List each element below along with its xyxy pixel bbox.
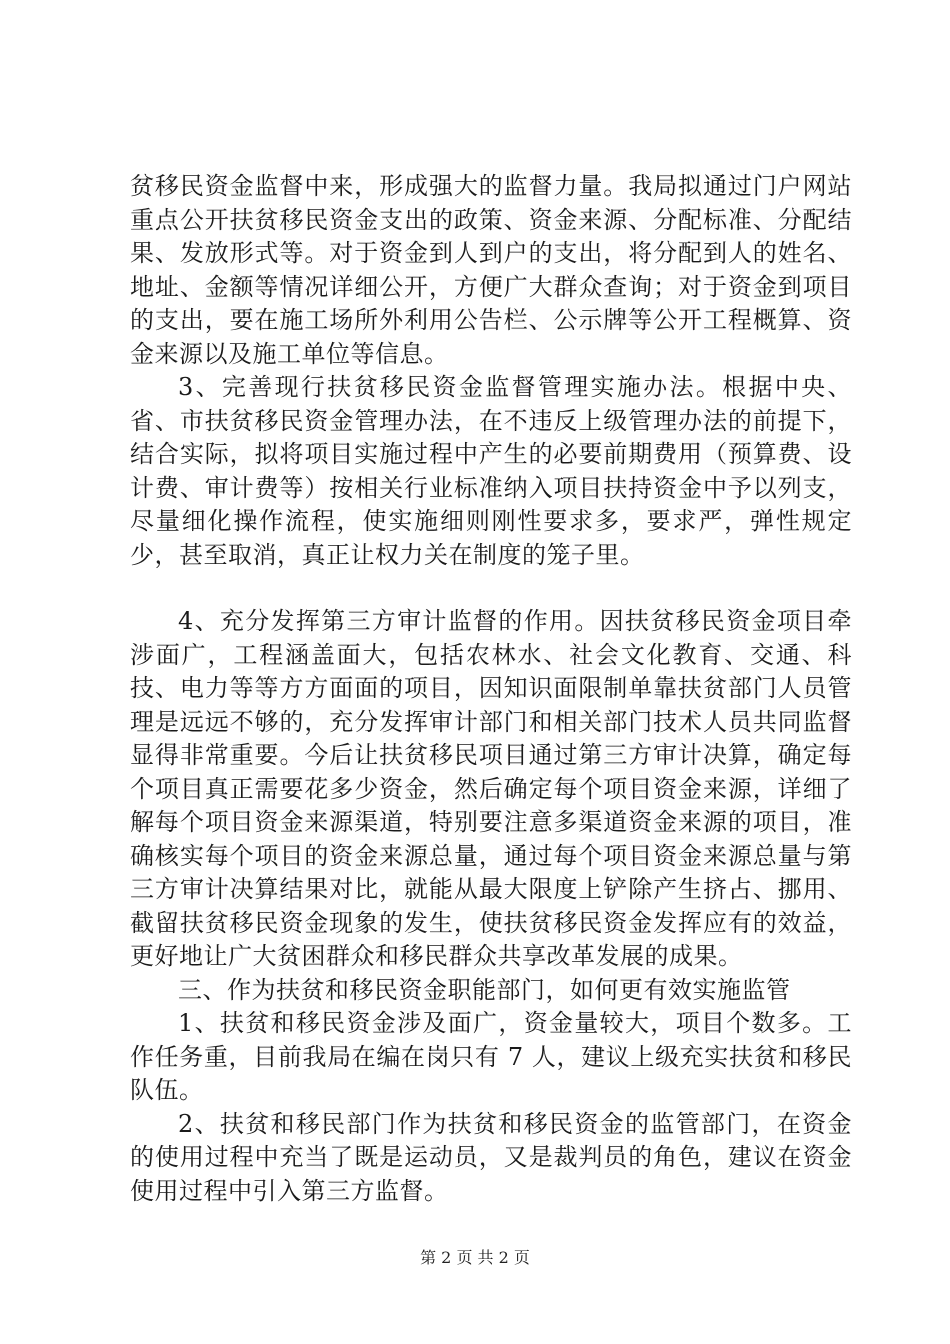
paragraph-sub-1: 1、扶贫和移民资金涉及面广，资金量较大，项目个数多。工作任务重，目前我局在编在岗只有 7 人，建议上级充实扶贫和移民队伍。 (130, 1009, 852, 1104)
paragraph-item-3: 3、完善现行扶贫移民资金监督管理实施办法。根据中央、省、市扶贫移民资金管理办法，在不违反上级管理办法的前提下，结合实际，拟将项目实施过程中产生的必要前期费用（预算费、设计费、审计费等）按相关行业标准纳入项目扶持资金中予以列支，尽量细化操作流程，使实施细则刚性要求多，要求严，弹性规定少，甚至取消，真正让权力关在制度的笼子里。 (130, 373, 852, 569)
paragraph-sub-2: 2、扶贫和移民部门作为扶贫和移民资金的监管部门，在资金的使用过程中充当了既是运动员，又是裁判员的角色，建议在资金使用过程中引入第三方监督。 (130, 1109, 852, 1205)
paragraph-item-4: 4、充分发挥第三方审计监督的作用。因扶贫移民资金项目牵涉面广，工程涵盖面大，包括农林水、社会文化教育、交通、科技、电力等等方方面面的项目，因知识面限制单靠扶贫部门人员管理是远远不够的，充分发挥审计部门和相关部门技术人员共同监督显得非常重要。今后让扶贫移民项目通过第三方审计决算，确定每个项目真正需要花多少资金，然后确定每个项目资金来源，详细了解每个项目资金来源渠道，特别要注意多渠道资金来源的项目，准确核实每个项目的资金来源总量，通过每个项目资金来源总量与第三方审计决算结果对比，就能从最大限度上铲除产生挤占、挪用、截留扶贫移民资金现象的发生，使扶贫移民资金发挥应有的效益，更好地让广大贫困群众和移民群众共享改革发展的成果。 (130, 607, 852, 970)
section-heading-3: 三、作为扶贫和移民资金职能部门，如何更有效实施监管 (178, 975, 791, 1004)
paragraph-continuation: 贫移民资金监督中来，形成强大的监督力量。我局拟通过门户网站重点公开扶贫移民资金支出的政策、资金来源、分配标准、分配结果、发放形式等。对于资金到人到户的支出，将分配到人的姓名、地址、金额等情况详细公开，方便广大群众查询；对于资金到项目的支出，要在施工场所外利用公告栏、公示牌等公开工程概算、资金来源以及施工单位等信息。 (130, 172, 852, 368)
page-number-label: 第 2 页 共 2 页 (420, 1248, 530, 1267)
page-footer (0, 1245, 950, 1268)
document-body (130, 170, 852, 1208)
